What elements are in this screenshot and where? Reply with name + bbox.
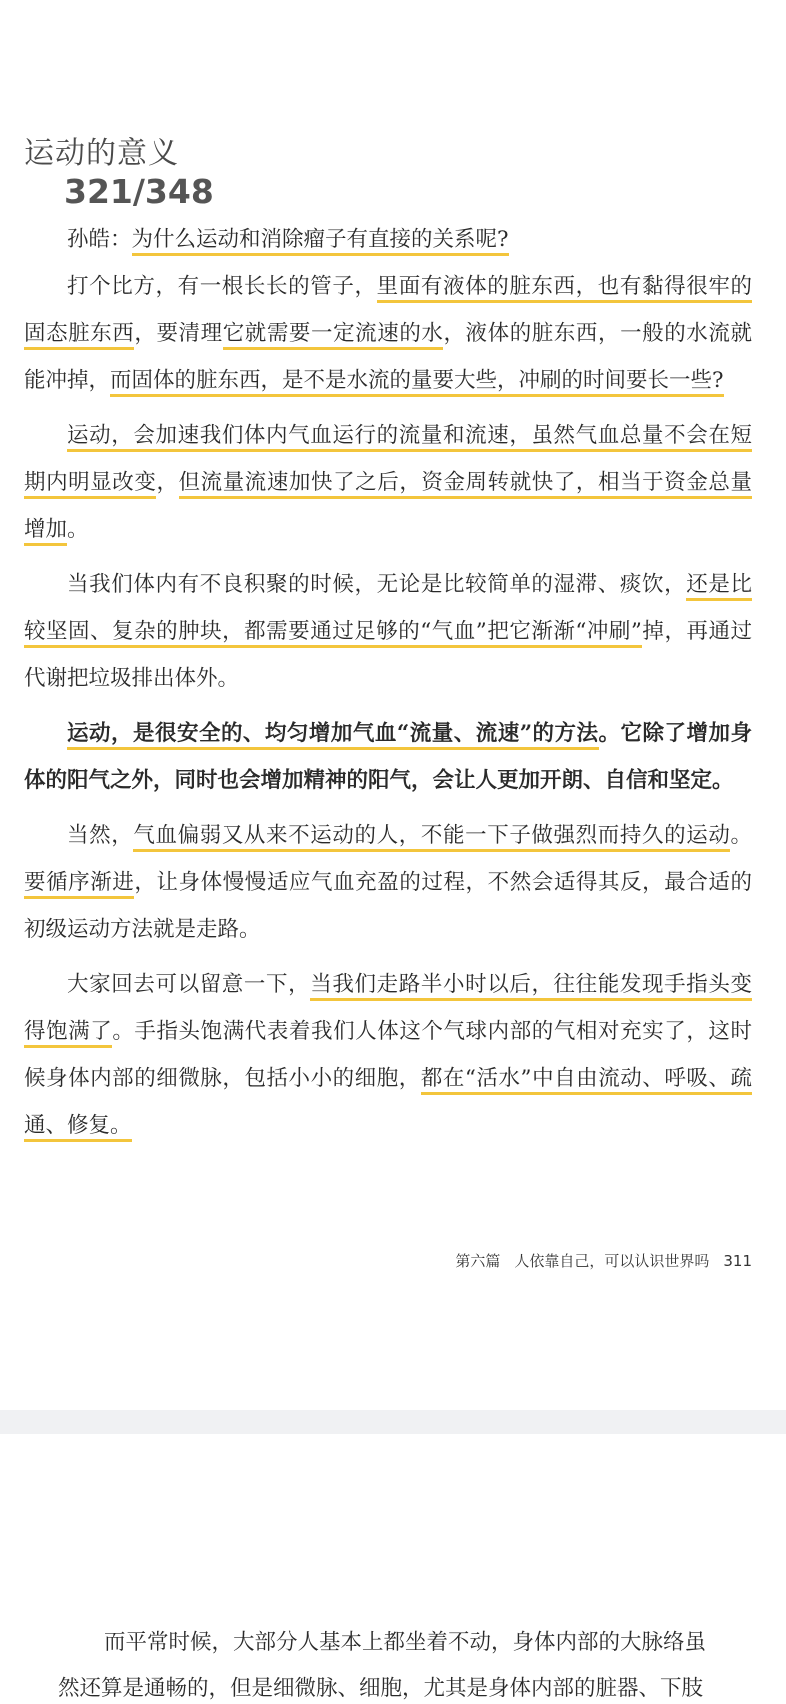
highlighted-text: 运动，会加速我们体内气血运行的流量和流速，虽然气血总量不会在短期内明显改变 — [24, 423, 752, 499]
text-segment: 打个比方，有一根长长的管子， — [67, 274, 377, 299]
next-page-line-2: 然还算是通畅的，但是细微脉、细胞，尤其是身体内部的脏器、下肢 — [58, 1676, 704, 1701]
page-divider — [0, 1410, 786, 1434]
highlighted-text: 它就需要一定流速的水 — [223, 321, 444, 350]
text-segment: ， — [156, 470, 179, 495]
next-page-line-1: 而平常时候，大部分人基本上都坐着不动，身体内部的大脉络虽 — [104, 1630, 707, 1655]
paragraph — [24, 561, 752, 702]
highlighted-text: 但流量流速加快了之后，资金周转就快了，相当于资金总量增加 — [24, 470, 752, 546]
text-segment: 孙皓： — [67, 227, 132, 252]
highlighted-text: 为什么运动和消除瘤子有直接的关系呢? — [132, 227, 509, 256]
text-segment: ，液体的脏东西，一般的水流就能冲掉， — [24, 321, 752, 393]
text-segment: 大家回去可以留意一下， — [67, 972, 311, 997]
highlighted-text: 气血偏弱又从来不运动的人，不能一下子做强烈而持久的运动 — [133, 823, 730, 852]
highlighted-text: 当我们走路半小时以后，往往能发现手指头变得饱满了 — [24, 972, 752, 1048]
text-segment: 。手指头饱满代表着我们人体这个气球内部的气相对充实了，这时候身体内部的细微脉，包括小小的细胞， — [24, 1019, 752, 1091]
paragraph — [24, 812, 752, 953]
body-text — [24, 216, 752, 1149]
highlighted-text: 而固体的脏东西，是不是水流的量要大些，冲刷的时间要长一些? — [110, 368, 724, 397]
paragraph-gap — [24, 702, 752, 710]
page-counter: 321/348 — [64, 172, 214, 211]
highlighted-text: 里面有液体的脏东西，也有黏得很牢的固态脏东西 — [24, 274, 752, 350]
page-footer — [441, 1250, 752, 1271]
paragraph-gap — [24, 953, 752, 961]
paragraph — [24, 263, 752, 404]
text-segment: ，让身体慢慢适应气血充盈的过程，不然会适得其反，最合适的初级运动方法就是走路。 — [24, 870, 752, 942]
text-segment: 掉，再通过代谢把垃圾排出体外。 — [24, 619, 752, 691]
text-segment: 。 — [730, 823, 752, 848]
highlighted-text: 要循序渐进 — [24, 870, 134, 899]
highlighted-text: 运动，是很安全的、均匀增加气血“流量、流速”的方法 — [67, 721, 599, 750]
highlighted-text: 还是比较坚固、复杂的肿块，都需要通过足够的“气血”把它渐渐“冲刷” — [24, 572, 752, 648]
footer-title: 人依靠自己，可以认识世界吗 — [514, 1252, 710, 1270]
paragraph — [24, 412, 752, 553]
paragraph — [24, 961, 752, 1149]
footer-page-number: 311 — [723, 1252, 752, 1270]
highlighted-text: 都在“活水”中自由流动、呼吸、疏通、修复。 — [24, 1066, 752, 1142]
paragraph — [24, 216, 752, 263]
paragraph-gap — [24, 404, 752, 412]
text-segment: 当然， — [67, 823, 134, 848]
book-page-lower — [0, 1434, 786, 1704]
footer-chapter: 第六篇 — [455, 1252, 501, 1270]
text-segment: 。它除了增加身体的阳气之外，同时也会增加精神的阳气，会让人更加开朗、自信和坚定。 — [24, 721, 752, 793]
section-title-overlay: 运动的意义 — [24, 136, 179, 171]
text-segment: 。 — [67, 517, 89, 542]
paragraph-gap — [24, 804, 752, 812]
text-segment: 当我们体内有不良积聚的时候，无论是比较简单的湿滞、痰饮， — [67, 572, 687, 597]
next-page-text — [58, 1620, 786, 1704]
paragraph — [24, 710, 752, 804]
text-segment: ，要清理 — [134, 321, 223, 346]
paragraph-gap — [24, 553, 752, 561]
